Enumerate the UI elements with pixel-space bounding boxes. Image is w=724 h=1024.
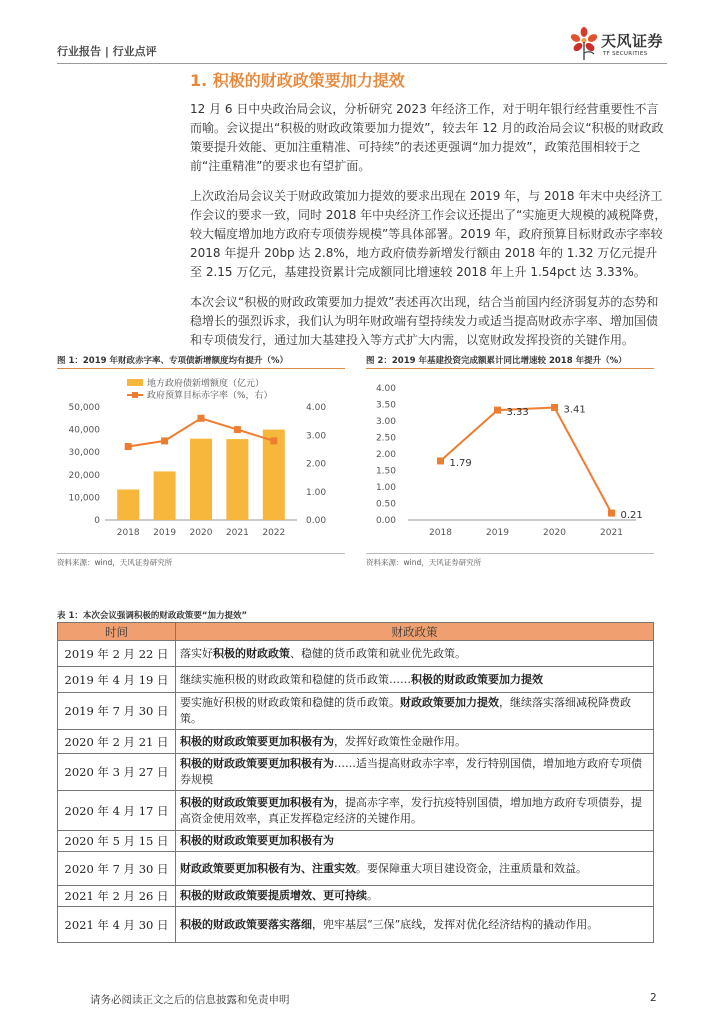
row-date: 2020 年 7 月 30 日 [58, 852, 176, 886]
y2-tick-label: 3.00 [306, 431, 327, 442]
x-tick-label: 2020 [543, 528, 566, 538]
policy-text: 、稳健的货币政策和就业优先政策。 [290, 646, 466, 660]
policy-emphasis: 积极的财政政策要更加积极有为 [180, 795, 334, 809]
y2-tick-label: 2.00 [306, 459, 327, 470]
bar [190, 439, 212, 520]
data-label: 1.79 [449, 457, 472, 469]
x-tick-label: 2019 [153, 528, 177, 538]
line-marker [270, 437, 277, 444]
policy-emphasis: 积极的财政政策 [213, 646, 290, 660]
y-tick-label: 1.50 [375, 466, 396, 477]
paragraph: 12 月 6 日中央政治局会议，分析研究 2023 年经济工作，对于明年银行经营重要性不言而喻。会议提出“积极的财政政策要加力提效”，较去年 12 月的政治局会议“积极的财政政策要提升效能、更加注重精准、可持续”的表述更强调“加力提效”，政策范围相较于之前“注重精准”的要求也有望扩面。 [190, 102, 664, 173]
line-marker [437, 457, 444, 464]
legend-label: 地方政府债新增额度（亿元） [147, 379, 265, 389]
row-policy [176, 730, 654, 754]
section-title: 1. 积极的财政政策要加力提效 [190, 71, 405, 90]
row-policy [176, 641, 654, 667]
y-tick-label: 2.00 [375, 450, 396, 460]
paragraph: 上次政治局会议关于财政政策加力提效的要求出现在 2019 年，与 2018 年末中央经济工作会议的要求一致，同时 2018 年中央经济工作会议还提出了“实施更大规模的减税降费，较大幅度增加地方政府专项债券规模”等具体部署。2019 年，政府预算目标财政赤字率较 2018 年提升 20bp 达 2.8%，地方政府债券新增发行额由 2018 年的 1.32 万亿元提升至 2.15 万亿元，基建投资累计完成额同比增速较 2018 年上升 1.54pct 达 3.33%。 [190, 189, 667, 279]
policy-text: ，提高赤字率，发行抗疫特别国债，增加地方政府专项债券，提高资金使用效率，真正发挥稳定经济的关键作用。 [180, 795, 642, 825]
y-tick-label: 50,000 [68, 403, 100, 413]
figure1-source: 资料来源：wind，天风证券研究所 [57, 558, 173, 567]
table-row [58, 791, 654, 831]
logo-text-en: TF SECURITIES [603, 51, 648, 57]
row-date: 2020 年 2 月 21 日 [58, 730, 176, 754]
y2-tick-label: 4.00 [306, 403, 327, 413]
table-row [58, 667, 654, 693]
line-marker [494, 407, 501, 414]
report-type-label: 行业报告 | 行业点评 [57, 45, 157, 58]
company-logo [568, 26, 678, 66]
line-marker [608, 510, 615, 517]
figure2-rule [366, 368, 654, 369]
figure1-title: 图 1：2019 年财政赤字率、专项债新增额度均有提升（%） [57, 356, 289, 366]
x-tick-label: 2020 [189, 528, 213, 538]
y-tick-label: 3.00 [375, 417, 396, 427]
policy-text: 。 [367, 889, 378, 902]
logo-text: 天风证券 [601, 32, 664, 50]
bar [226, 439, 248, 520]
row-policy [176, 667, 654, 693]
row-policy [176, 852, 654, 886]
data-label: 3.41 [563, 404, 586, 416]
policy-emphasis: 积极的财政政策要更加积极有为 [180, 734, 334, 748]
row-policy [176, 791, 654, 831]
legend-label: 政府预算目标赤字率（%，右） [147, 391, 273, 401]
y-tick-label: 3.50 [375, 400, 396, 411]
y-tick-label: 20,000 [68, 470, 100, 481]
y-tick-label: 30,000 [68, 448, 100, 459]
row-date: 2019 年 4 月 19 日 [58, 667, 176, 693]
logo-icon [568, 26, 600, 62]
figure2-chart [366, 370, 656, 550]
y2-tick-label: 0.00 [306, 516, 327, 526]
y-tick-label: 10,000 [68, 493, 100, 504]
row-date: 2021 年 2 月 26 日 [58, 886, 176, 907]
policy-text: 。要保障重大项目建设资金，注重质量和效益。 [356, 861, 587, 875]
row-date: 2020 年 5 月 15 日 [58, 831, 176, 852]
row-date: 2019 年 7 月 30 日 [58, 693, 176, 730]
policy-text: ，兜牢基层“三保”底线，发挥对优化经济结构的撬动作用。 [312, 917, 599, 931]
row-date: 2020 年 4 月 17 日 [58, 791, 176, 831]
header-divider [57, 63, 667, 64]
x-tick-label: 2018 [116, 528, 140, 538]
figure2-bottom-rule [366, 553, 654, 554]
row-date: 2019 年 2 月 22 日 [58, 641, 176, 667]
x-tick-label: 2021 [600, 528, 623, 538]
line-marker [551, 404, 558, 411]
body-text [190, 100, 668, 361]
table-row [58, 693, 654, 730]
policy-table [57, 622, 654, 943]
table-row [58, 730, 654, 754]
table-row [58, 641, 654, 667]
policy-emphasis: 积极的财政政策要更加积极有为 [180, 834, 334, 847]
policy-text: ……适当提高财政赤字率，发行特别国债，增加地方政府专项债券规模 [180, 757, 642, 786]
figure1-bottom-rule [57, 553, 345, 554]
x-tick-label: 2019 [486, 528, 509, 538]
y-tick-label: 2.50 [375, 433, 396, 444]
table-title: 表 1：本次会议强调积极的财政政策要“加力提效” [57, 611, 248, 621]
policy-emphasis: 积极的财政政策要落实落细 [180, 917, 312, 931]
x-tick-label: 2018 [429, 528, 452, 538]
table-row [58, 831, 654, 852]
legend-line-marker [132, 392, 138, 398]
row-policy [176, 754, 654, 791]
policy-emphasis: 财政政策要加力提效 [400, 696, 499, 709]
y2-tick-label: 1.00 [306, 487, 327, 498]
policy-emphasis: 积极的财政政策要提质增效、更可持续 [180, 889, 367, 902]
y-tick-label: 40,000 [68, 425, 100, 436]
footer-disclaimer: 请务必阅读正文之后的信息披露和免责申明 [90, 994, 290, 1006]
policy-text: 落实好 [180, 646, 213, 660]
figure1-rule [57, 368, 345, 369]
data-label: 0.21 [620, 510, 643, 522]
policy-text: ，发挥好政策性金融作用。 [334, 734, 466, 748]
figure1-chart [57, 370, 347, 550]
page-number: 2 [650, 992, 657, 1004]
y-tick-label: 4.00 [375, 384, 396, 394]
data-label: 3.33 [506, 407, 529, 419]
legend-bar-swatch [127, 379, 143, 386]
figure2-title: 图 2：2019 年基建投资完成额累计同比增速较 2018 年提升（%） [366, 356, 627, 366]
row-policy [176, 831, 654, 852]
policy-emphasis: 积极的财政政策要加力提效 [411, 672, 543, 686]
table-row [58, 852, 654, 886]
y-tick-label: 0.50 [375, 499, 396, 510]
policy-text: ，继续落实落细减税降费政策。 [180, 696, 631, 725]
paragraph: 本次会议“积极的财政政策要加力提效”表述再次出现，结合当前国内经济弱复苏的态势和稳增长的强烈诉求，我们认为明年财政端有望持续发力或适当提高财政赤字率、增加国债和专项债发行，通过加大基建投入等方式扩大内需，以宽财政发挥投资的关键作用。 [190, 295, 659, 347]
y-tick-label: 0 [94, 516, 100, 526]
row-date: 2020 年 3 月 27 日 [58, 754, 176, 791]
x-tick-label: 2021 [225, 528, 249, 538]
table-header-policy: 财政政策 [176, 623, 654, 641]
x-tick-label: 2022 [262, 528, 286, 538]
bar [154, 471, 176, 520]
row-policy [176, 886, 654, 907]
y-tick-label: 1.00 [375, 483, 396, 493]
table-row [58, 886, 654, 907]
line-marker [234, 426, 241, 433]
line-marker [125, 443, 132, 450]
table-header-date: 时间 [58, 623, 176, 641]
table-row [58, 907, 654, 943]
line-marker [198, 415, 205, 422]
line-marker [161, 437, 168, 444]
policy-emphasis: 财政政策要更加积极有为、注重实效 [180, 861, 356, 875]
policy-emphasis: 积极的财政政策要更加积极有为 [180, 757, 334, 770]
policy-text: 继续实施积极的财政政策和稳健的货币政策…… [180, 672, 411, 686]
bar [117, 489, 139, 520]
figure2-source: 资料来源：wind，天风证券研究所 [366, 558, 482, 567]
row-date: 2021 年 4 月 30 日 [58, 907, 176, 943]
policy-text: 要实施好积极的财政政策和稳健的货币政策。 [180, 696, 400, 709]
row-policy [176, 907, 654, 943]
table-row [58, 754, 654, 791]
y-tick-label: 0.00 [375, 516, 396, 526]
row-policy [176, 693, 654, 730]
